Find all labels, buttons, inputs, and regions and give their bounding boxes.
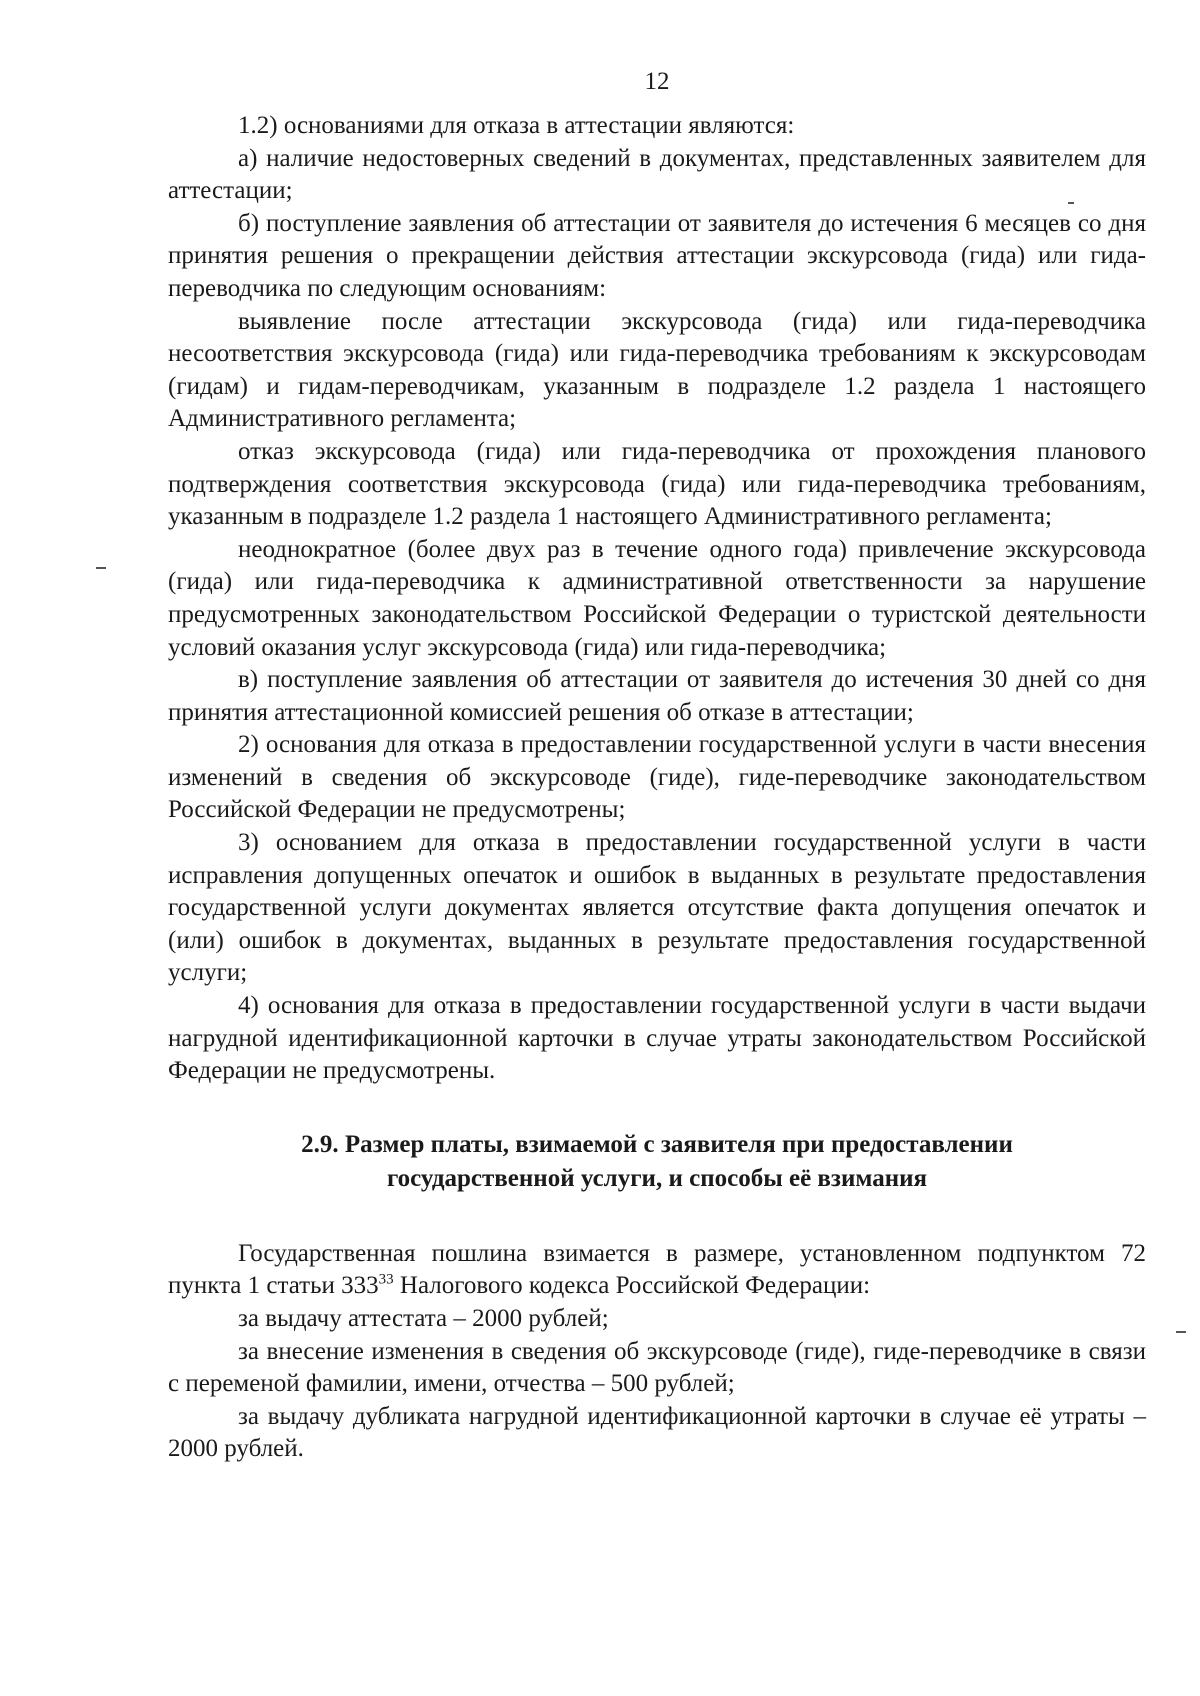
paragraph-fee-duplicate: за выдачу дубликата нагрудной идентификационной карточки в случае её утраты – 2000 рублей.	[168, 1402, 1146, 1463]
paragraph-fee-certificate: за выдачу аттестата – 2000 рублей;	[238, 1305, 609, 1332]
scan-mark	[1068, 202, 1074, 204]
paragraph-fee-changes: за внесение изменения в сведения об экскурсоводе (гиде), гиде-переводчике в связи с переменой фамилии, имени, отчества – 500 рублей;	[168, 1337, 1146, 1398]
section-heading-line-2: государственной услуги, и способы её взимания	[386, 1164, 928, 1192]
paragraph-3: 3) основанием для отказа в предоставлении государственной услуги в части исправления допущенных опечаток и ошибок в выданных в результате предоставления государственной услуги документах является отсутствие факта допущения опечаток и (или) ошибок в документах, выданных в результате предоставления государственной услуги;	[168, 829, 1146, 987]
article-superscript: 33	[378, 1272, 394, 1289]
fee-intro-text: Государственная пошлина взимается в размере, установленном подпунктом 72 пункта 1 статьи 333	[168, 1239, 1146, 1300]
scan-mark	[96, 567, 106, 569]
paragraph-b: б) поступление заявления об аттестации от заявителя до истечения 6 месяцев со дня принятия решения о прекращении действия аттестации экскурсовода (гида) или гида-переводчика по следующим основаниям:	[168, 209, 1146, 302]
section-heading-2-9	[168, 1128, 1146, 1196]
scan-mark	[1176, 1331, 1186, 1333]
paragraph-repeated-liability: неоднократное (более двух раз в течение одного года) привлечение экскурсовода (гида) или гида-переводчика к административной ответственности за нарушение предусмотренных законодательством Российской Федерации о туристской деятельности условий оказания услуг экскурсовода (гида) или гида-переводчика;	[168, 535, 1146, 661]
paragraph-grounds-header: 1.2) основаниями для отказа в аттестации являются:	[238, 112, 795, 139]
paragraph-2: 2) основания для отказа в предоставлении государственной услуги в части внесения изменений в сведения об экскурсоводе (гиде), гиде-переводчике законодательством Российской Федерации не предусмотрены;	[168, 731, 1146, 824]
document-page	[168, 62, 1146, 1466]
fee-intro-text-end: Налогового кодекса Российской Федерации:	[393, 1272, 871, 1300]
paragraph-v: в) поступление заявления об аттестации от заявителя до истечения 30 дней со дня принятия аттестационной комиссией решения об отказе в аттестации;	[168, 666, 1146, 726]
section-heading-line-1: 2.9. Размер платы, взимаемой с заявителя при предоставлении	[301, 1130, 1013, 1158]
paragraph-fee-intro	[168, 1238, 1146, 1303]
paragraph-4: 4) основания для отказа в предоставлении государственной услуги в части выдачи нагрудной идентификационной карточки в случае утраты законодательством Российской Федерации не предусмотрены.	[168, 992, 1146, 1085]
paragraph-refusal-confirmation: отказ экскурсовода (гида) или гида-переводчика от прохождения планового подтверждения соответствия экскурсовода (гида) или гида-переводчика требованиям, указанным в подразделе 1.2 раздела 1 настоящего Административного регламента;	[168, 437, 1146, 531]
paragraph-a: а) наличие недостоверных сведений в документах, представленных заявителем для аттестации;	[168, 144, 1146, 205]
paragraph-noncompliance: выявление после аттестации экскурсовода (гида) или гида-переводчика несоответствия экскурсовода (гида) или гида-переводчика требованиям к экскурсоводам (гидам) и гидам-переводчикам, указанным в подразделе 1.2 раздела 1 настоящего Административного регламента;	[168, 307, 1146, 433]
page-number: 12	[644, 68, 670, 95]
